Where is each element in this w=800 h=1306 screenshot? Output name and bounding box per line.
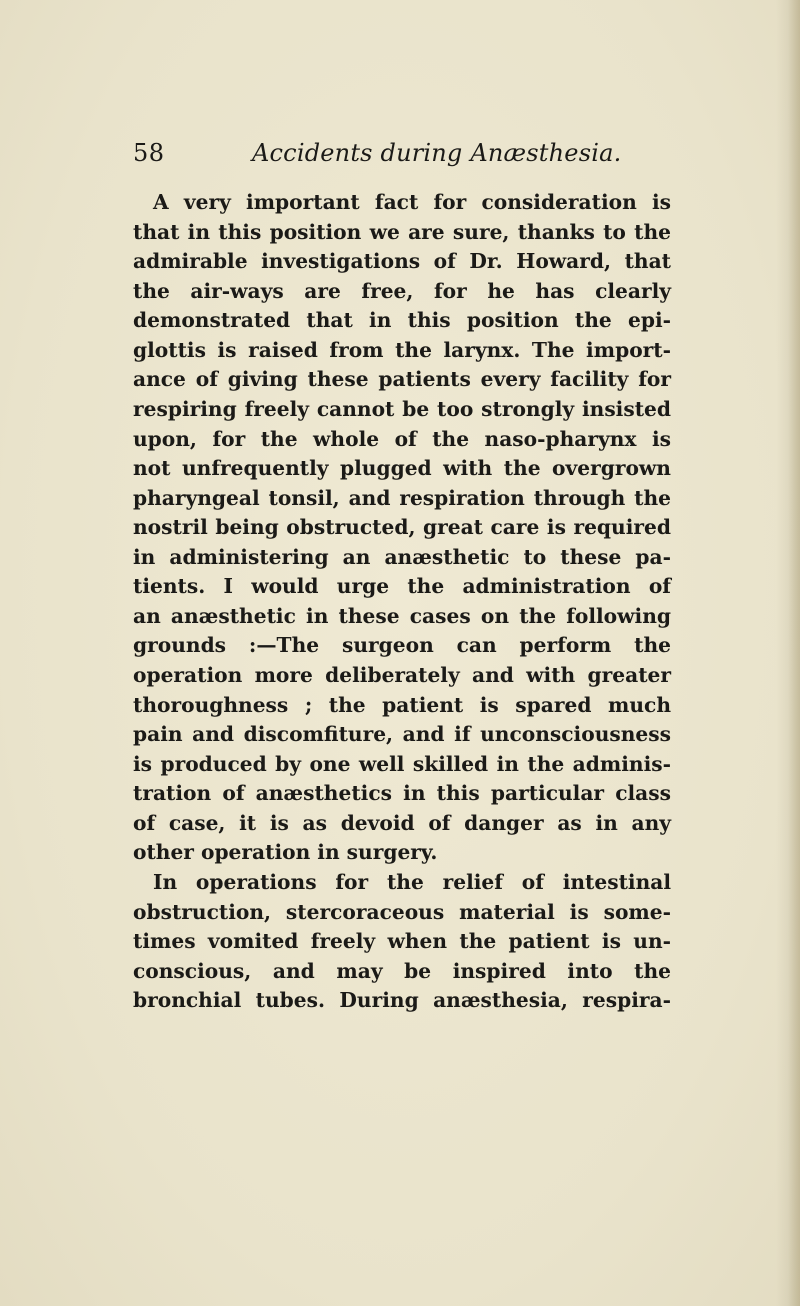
text-line: is produced by one well skilled in the adminis- [133,751,671,776]
text-line: of case, it is as devoid of danger as in any [133,810,671,835]
text-line: thoroughness ; the patient is spared much [133,692,671,717]
text-line: respiring freely cannot be too strongly insisted [133,396,671,421]
text-line: admirable investigations of Dr. Howard, that [133,249,671,274]
body-text [133,188,671,1016]
text-line: upon, for the whole of the naso-pharynx is [133,426,671,451]
text-line: conscious, and may be inspired into the [133,958,671,983]
text-line: bronchial tubes. During anæsthesia, respira- [133,988,671,1013]
text-line: an anæsthetic in these cases on the following [133,603,671,628]
text-line: ance of giving these patients every facility for [133,367,671,392]
text-line: demonstrated that in this position the epi- [133,308,671,333]
text-line: operation more deliberately and with greater [133,663,671,687]
text-line: pain and discomfiture, and if unconsciousness [133,722,671,747]
running-title: Accidents during Anæsthesia. [252,139,622,167]
page-number: 58 [133,139,165,167]
text-line: tration of anæsthetics in this particular class [133,781,671,806]
text-line: glottis is raised from the larynx. The import- [133,337,671,362]
text-line: other operation in surgery. [133,840,438,865]
text-line: the air-ways are free, for he has clearly [133,278,671,303]
text-line: tients. I would urge the administration of [133,574,671,599]
text-line: In operations for the relief of intestinal [153,869,671,894]
text-line: A very important fact for consideration is [153,190,671,214]
page-edge-shadow [788,0,800,1306]
page-header [133,139,673,179]
text-line: times vomited freely when the patient is un- [133,929,671,954]
text-line: that in this position we are sure, thanks to the [133,219,671,244]
text-line: nostril being obstructed, great care is required [133,515,671,540]
text-line: grounds :—The surgeon can perform the [133,633,671,658]
text-line: in administering an anæsthetic to these pa- [133,544,671,569]
text-line: obstruction, stercoraceous material is some- [133,899,671,924]
text-line: not unfrequently plugged with the overgrown [133,456,671,481]
text-line: pharyngeal tonsil, and respiration through the [133,485,671,510]
